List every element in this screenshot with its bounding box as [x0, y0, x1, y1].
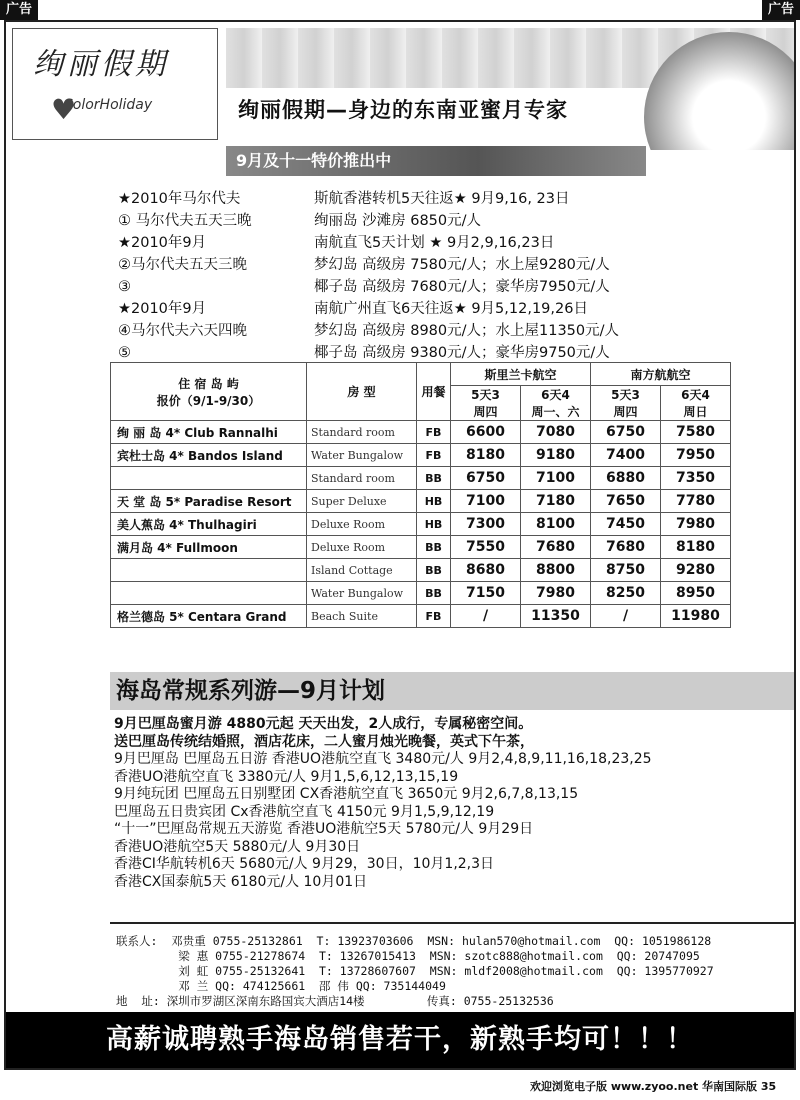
promo-line-left: ⑤: [118, 345, 131, 361]
price-cell: /: [451, 605, 521, 628]
price-cell: 8100: [521, 513, 591, 536]
series-line: 香港CI华航转机6天 5680元/人 9月29，30日，10月1,2,3日: [114, 856, 495, 872]
price-cell: 7080: [521, 421, 591, 444]
price-cell: 8950: [661, 582, 731, 605]
price-cell: /: [591, 605, 661, 628]
room-cell: Standard room: [307, 421, 417, 444]
promo-line-left: ① 马尔代夫五天三晚: [118, 213, 252, 229]
price-cell: 6600: [451, 421, 521, 444]
meal-cell: BB: [417, 559, 451, 582]
contact-line: 刘 虹 0755-25132641 T: 13728607607 MSN: mldf2008@hotmail.com QQ: 1395770927: [116, 964, 714, 978]
promo-line: [118, 188, 619, 210]
ad-label-left: 广告: [0, 0, 38, 20]
divider: [110, 922, 794, 924]
promo-line-right: 南航广州直飞6天往返★ 9月5,12,19,26日: [314, 301, 588, 317]
room-cell: Island Cottage: [307, 559, 417, 582]
price-cell: 9280: [661, 559, 731, 582]
series-line: 9月巴厘岛蜜月游 4880元起 天天出发，2人成行，专属秘密空间。: [114, 716, 533, 732]
price-cell: 7680: [521, 536, 591, 559]
contact-line: 联系人: 邓贵重 0755-25132861 T: 13923703606 MSN: hulan570@hotmail.com QQ: 1051986128: [116, 934, 712, 948]
room-cell: Standard room: [307, 467, 417, 490]
price-cell: 7780: [661, 490, 731, 513]
logo: [12, 28, 218, 140]
promo-line-left: ③: [118, 279, 131, 295]
price-cell: 8750: [591, 559, 661, 582]
series-list: [114, 716, 652, 891]
price-cell: 11980: [661, 605, 731, 628]
hotel-cell: [111, 582, 307, 605]
price-cell: 8800: [521, 559, 591, 582]
contact-line: 邓 兰 QQ: 474125661 邵 伟 QQ: 735144049: [116, 979, 446, 993]
th-meal: 用餐: [417, 363, 451, 421]
price-cell: 7950: [661, 444, 731, 467]
promo-line-right: 绚丽岛 沙滩房 6850元/人: [314, 213, 482, 229]
room-cell: Water Bungalow: [307, 444, 417, 467]
price-cell: 7300: [451, 513, 521, 536]
price-cell: 7680: [591, 536, 661, 559]
price-cell: 7150: [451, 582, 521, 605]
table-row: [111, 513, 731, 536]
ad-label-right: 广告: [762, 0, 800, 20]
meal-cell: FB: [417, 421, 451, 444]
th-island: 住 宿 岛 屿 报价（9/1-9/30）: [111, 363, 307, 421]
hotel-cell: 绚 丽 岛 4* Club Rannalhi: [111, 421, 307, 444]
hotel-cell: 美人蕉岛 4* Thulhagiri: [111, 513, 307, 536]
promo-line: [118, 276, 619, 298]
price-table: [110, 362, 731, 628]
contact-line: 地 址: 深圳市罗湖区深南东路国宾大酒店14楼 传真: 0755-25132536: [116, 994, 554, 1008]
hotel-cell: 格兰德岛 5* Centara Grand: [111, 605, 307, 628]
price-cell: 7180: [521, 490, 591, 513]
series-line: 香港UO港航空直飞 3380元/人 9月1,5,6,12,13,15,19: [114, 768, 459, 785]
series-line: 巴厘岛五日贵宾团 Cx香港航空直飞 4150元 9月1,5,9,12,19: [114, 803, 495, 820]
series-line: “十一”巴厘岛常规五天游览 香港UO港航空5天 5780元/人 9月29日: [114, 821, 534, 837]
promo-line: [118, 210, 619, 232]
th-room: 房 型: [307, 363, 417, 421]
th-duration: 6天4 周日: [661, 386, 731, 421]
room-cell: Water Bungalow: [307, 582, 417, 605]
meal-cell: BB: [417, 467, 451, 490]
series-line: 9月巴厘岛 巴厘岛五日游 香港UO港航空直飞 3480元/人 9月2,4,8,9,11,16,18,23,25: [114, 751, 652, 767]
price-cell: 8680: [451, 559, 521, 582]
promo-line-right: 南航直飞5天计划 ★ 9月2,9,16,23日: [314, 235, 555, 251]
promo-line-left: ④马尔代夫六天四晚: [118, 323, 247, 339]
th-duration: 5天3 周四: [451, 386, 521, 421]
promo-line-left: ★2010年9月: [118, 235, 207, 251]
price-cell: 7650: [591, 490, 661, 513]
price-cell: 11350: [521, 605, 591, 628]
hotel-cell: 满月岛 4* Fullmoon: [111, 536, 307, 559]
header: [6, 22, 794, 150]
promo-line: [118, 298, 619, 320]
series-title: 海岛常规系列游—9月计划: [110, 672, 794, 710]
price-cell: 7580: [661, 421, 731, 444]
table-row: [111, 582, 731, 605]
promo-line: [118, 254, 619, 276]
promo-line-right: 椰子岛 高级房 9380元/人；豪华房9750元/人: [314, 345, 610, 361]
price-cell: 7350: [661, 467, 731, 490]
table-row: [111, 559, 731, 582]
table-row: [111, 605, 731, 628]
meal-cell: BB: [417, 582, 451, 605]
logo-cn: 绚丽假期: [33, 47, 169, 82]
price-cell: 9180: [521, 444, 591, 467]
price-cell: 8250: [591, 582, 661, 605]
th-china-southern: 南方航航空: [591, 363, 731, 386]
series-line: 香港CX国泰航5天 6180元/人 10月01日: [114, 873, 368, 890]
promo-line-left: ★2010年马尔代夫: [118, 191, 241, 207]
meal-cell: HB: [417, 490, 451, 513]
promo-line-right: 梦幻岛 高级房 8980元/人；水上屋11350元/人: [314, 323, 620, 339]
promo-title: 9月及十一特价推出中: [226, 146, 646, 176]
promo-line: [118, 342, 619, 364]
hotel-cell: [111, 467, 307, 490]
promo-line-right: 斯航香港转机5天往返★ 9月9,16, 23日: [314, 191, 570, 207]
price-cell: 7400: [591, 444, 661, 467]
table-row: [111, 536, 731, 559]
price-cell: 8180: [661, 536, 731, 559]
price-cell: 7980: [661, 513, 731, 536]
slogan: 绚丽假期—身边的东南亚蜜月专家: [238, 98, 568, 122]
hotel-cell: [111, 559, 307, 582]
price-cell: 7100: [521, 467, 591, 490]
contact-line: 梁 惠 0755-21278674 T: 13267015413 MSN: szotc888@hotmail.com QQ: 20747095: [116, 949, 700, 963]
series-line: 9月纯玩团 巴厘岛五日别墅团 CX香港航空直飞 3650元 9月2,6,7,8,13,15: [114, 786, 579, 802]
price-cell: 6750: [591, 421, 661, 444]
room-cell: Beach Suite: [307, 605, 417, 628]
promo-line-left: ★2010年9月: [118, 301, 207, 317]
price-cell: 6880: [591, 467, 661, 490]
th-srilankan: 斯里兰卡航空: [451, 363, 591, 386]
contacts: [116, 934, 714, 1009]
price-cell: 8180: [451, 444, 521, 467]
price-cell: 7450: [591, 513, 661, 536]
promo-line: [118, 232, 619, 254]
table-row: [111, 490, 731, 513]
table-row: [111, 467, 731, 490]
series-line: 香港UO港航空5天 5880元/人 9月30日: [114, 838, 361, 855]
meal-cell: BB: [417, 536, 451, 559]
hotel-cell: 天 堂 岛 5* Paradise Resort: [111, 490, 307, 513]
price-cell: 6750: [451, 467, 521, 490]
promo-line: [118, 320, 619, 342]
th-duration: 6天4 周一、六: [521, 386, 591, 421]
meal-cell: FB: [417, 605, 451, 628]
heart-icon: ♥: [51, 93, 77, 126]
ad-frame: [4, 20, 796, 1070]
price-cell: 7980: [521, 582, 591, 605]
promo-lines: [118, 188, 619, 364]
table-row: [111, 444, 731, 467]
th-duration: 5天3 周四: [591, 386, 661, 421]
hotel-cell: 宾杜士岛 4* Bandos Island: [111, 444, 307, 467]
room-cell: Deluxe Room: [307, 536, 417, 559]
table-row: [111, 421, 731, 444]
series-line: 送巴厘岛传统结婚照，酒店花床，二人蜜月烛光晚餐，英式下午茶，: [114, 733, 534, 750]
logo-en: ColorHoliday: [63, 97, 153, 113]
footer: 欢迎浏览电子版 www.zyoo.net 华南国际版 35: [530, 1080, 777, 1093]
meal-cell: FB: [417, 444, 451, 467]
room-cell: Super Deluxe: [307, 490, 417, 513]
promo-line-right: 椰子岛 高级房 7680元/人；豪华房7950元/人: [314, 279, 610, 295]
recruit-banner: 高薪诚聘熟手海岛销售若干，新熟手均可！！！: [6, 1012, 794, 1068]
promo-line-left: ②马尔代夫五天三晚: [118, 257, 247, 273]
meal-cell: HB: [417, 513, 451, 536]
promo-line-right: 梦幻岛 高级房 7580元/人；水上屋9280元/人: [314, 257, 610, 273]
price-cell: 7550: [451, 536, 521, 559]
price-cell: 7100: [451, 490, 521, 513]
room-cell: Deluxe Room: [307, 513, 417, 536]
